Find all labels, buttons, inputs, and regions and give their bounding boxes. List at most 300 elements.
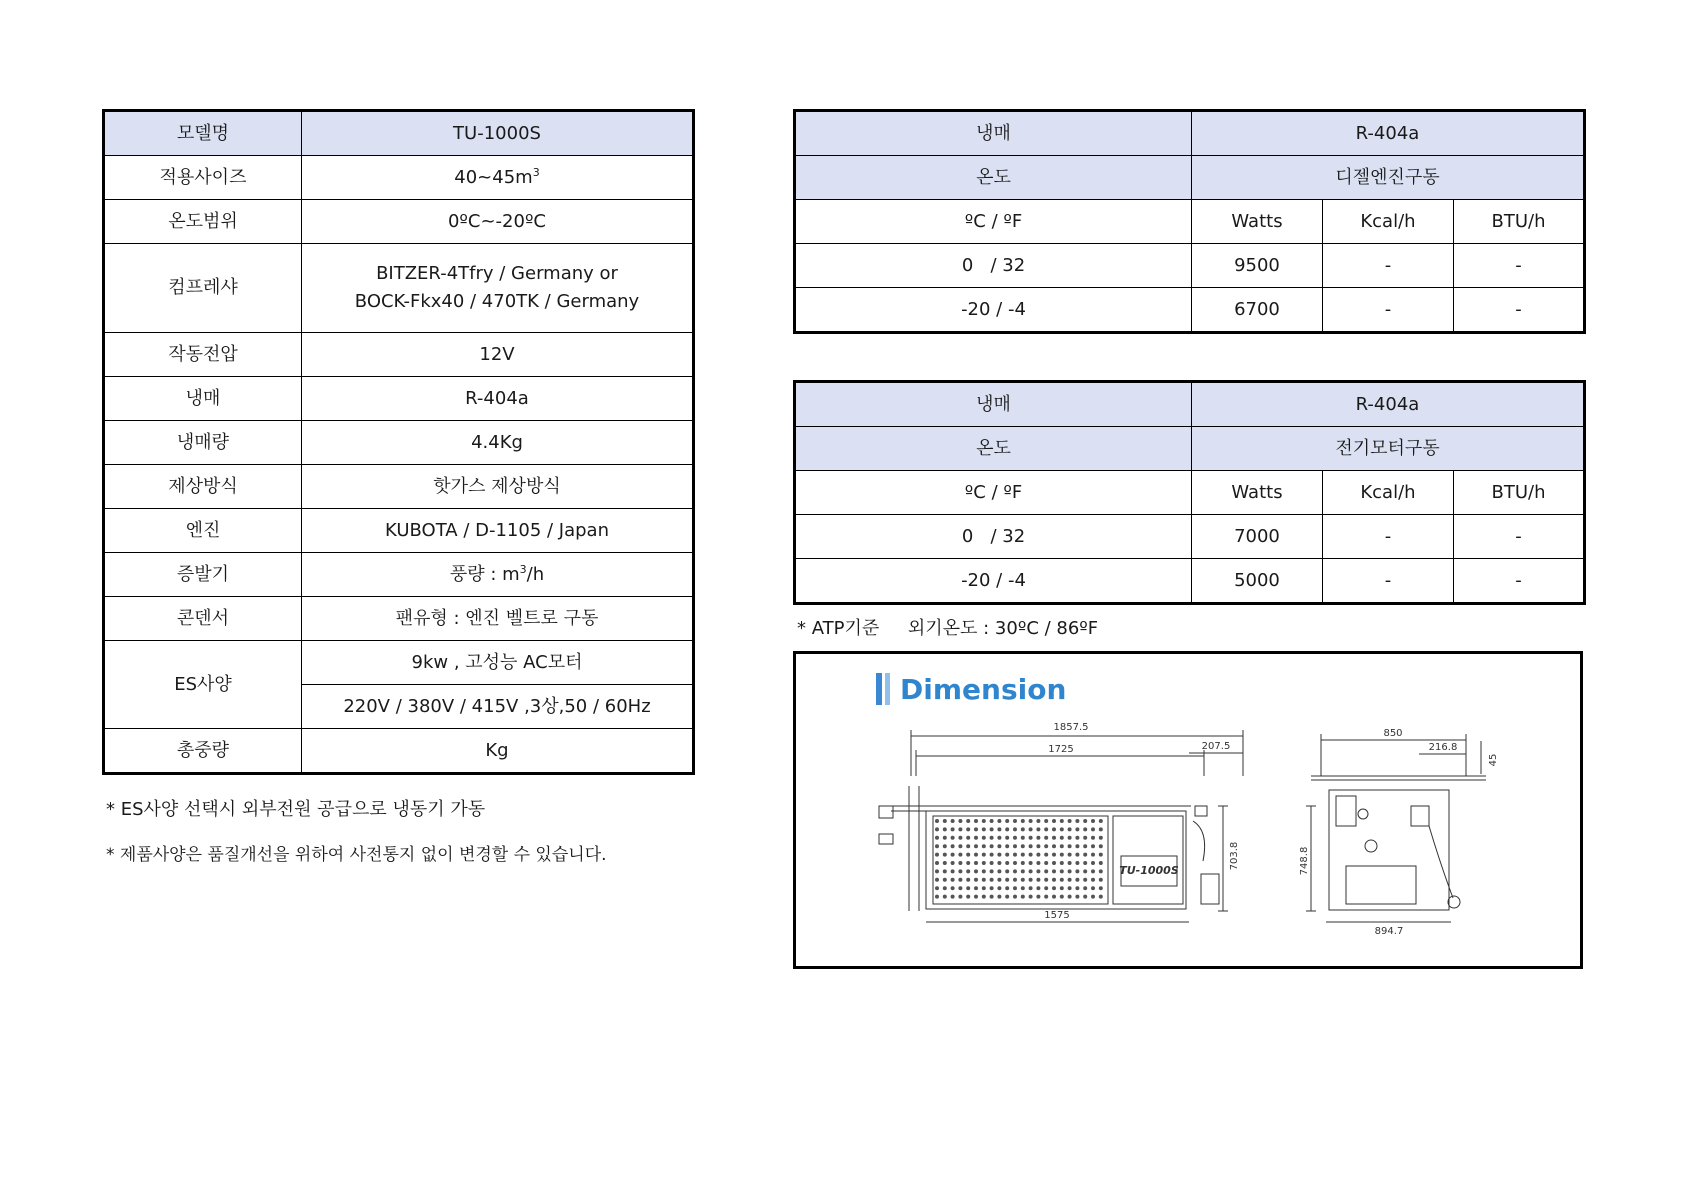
spec-label: 컴프레샤 [104,244,302,333]
coil-fin [1005,853,1009,857]
es-note: * ES사양 선택시 외부전원 공급으로 냉동기 가동 [106,799,486,820]
coil-fin [935,853,939,857]
coil-fin [1013,836,1017,840]
spec-label: 온도범위 [104,200,302,244]
col-header: BTU/h [1453,200,1584,244]
col-header: ºC / ºF [795,200,1192,244]
table-cell: 0 / 32 [795,244,1192,288]
coil-fin [1044,853,1048,857]
coil-fin [1068,869,1072,873]
coil-fin [997,827,1001,831]
spec-value: 0ºC~-20ºC [302,200,694,244]
coil-fin [1052,886,1056,890]
coil-fin [1036,836,1040,840]
coil-fin [1083,827,1087,831]
coil-fin [1052,869,1056,873]
coil-fin [966,895,970,899]
coil-fin [982,844,986,848]
coil-fin [974,886,978,890]
coil-fin [982,819,986,823]
coil-fin [974,819,978,823]
coil-fin [951,895,955,899]
coil-fin [943,869,947,873]
temp-label: 온도 [795,427,1192,471]
spec-value: BITZER-4Tfry / Germany or BOCK-Fkx40 / 470TK / Germany [302,244,694,333]
drive-mode: 전기모터구동 [1192,427,1585,471]
spec-label: 콘덴서 [104,597,302,641]
coil-fin [974,895,978,899]
coil-fin [974,869,978,873]
side-view-drawing [1301,716,1541,936]
coil-fin [1099,853,1103,857]
spec-value: 9kw , 고성능 AC모터 [302,641,694,685]
refrigerant-label: 냉매 [795,111,1192,156]
coil-fin [1036,853,1040,857]
coil-fin [1013,844,1017,848]
coil-fin [935,836,939,840]
coil-fin [1021,819,1025,823]
coil-fin [997,878,1001,882]
coil-fin [1060,869,1064,873]
coil-fin [943,819,947,823]
table-cell: - [1453,559,1584,604]
table-cell: -20 / -4 [795,559,1192,604]
coil-fin [1075,844,1079,848]
coil-fin [943,853,947,857]
coil-fin [966,819,970,823]
col-header: Kcal/h [1322,200,1453,244]
coil-fin [1036,886,1040,890]
coil-fin [990,878,994,882]
drive-mode: 디젤엔진구동 [1192,156,1585,200]
spec-label: 적용사이즈 [104,156,302,200]
coil-fin [990,836,994,840]
table-cell: 7000 [1192,515,1323,559]
coil-fin [974,861,978,865]
coil-fin [1068,895,1072,899]
coil-fin [1044,819,1048,823]
coil-fin [935,895,939,899]
coil-fin [1068,853,1072,857]
coil-fin [958,827,962,831]
spec-value: 220V / 380V / 415V ,3상,50 / 60Hz [302,685,694,729]
spec-label: 모델명 [104,111,302,156]
table-cell: 6700 [1192,288,1323,333]
coil-fin [1005,886,1009,890]
coil-fin [1075,886,1079,890]
spec-label: 작동전압 [104,333,302,377]
coil-fin [982,895,986,899]
dim-label: 850 [1383,728,1403,739]
coil-fin [1091,869,1095,873]
table-row [795,244,1585,288]
coil-fin [1013,895,1017,899]
coil-fin [997,861,1001,865]
coil-fin [1083,878,1087,882]
coil-fin [1068,836,1072,840]
spec-value: Kg [302,729,694,774]
coil-fin [1060,853,1064,857]
refrigerant-label: 냉매 [795,382,1192,427]
coil-fin [1021,895,1025,899]
coil-fin [1044,844,1048,848]
coil-fin [1029,878,1033,882]
spec-label: 냉매 [104,377,302,421]
col-header: ºC / ºF [795,471,1192,515]
atp-note: * ATP기준 외기온도 : 30ºC / 86ºF [797,618,1099,639]
coil-fin [1036,844,1040,848]
coil-fin [951,878,955,882]
coil-fin [982,878,986,882]
coil-fin [1029,827,1033,831]
coil-fin [990,886,994,890]
coil-fin [1091,853,1095,857]
coil-fin [966,827,970,831]
coil-fin [1075,861,1079,865]
coil-fin [943,878,947,882]
spec-value: KUBOTA / D-1105 / Japan [302,509,694,553]
coil-fin [1021,827,1025,831]
coil-fin [1099,827,1103,831]
coil-fin [982,827,986,831]
coil-fin [1083,819,1087,823]
spec-value: 4.4Kg [302,421,694,465]
coil-fin [966,844,970,848]
coil-fin [1044,861,1048,865]
coil-fin [958,895,962,899]
coil-fin [935,886,939,890]
coil-fin [1075,827,1079,831]
coil-fin [966,853,970,857]
coil-fin [943,827,947,831]
coil-fin [1029,844,1033,848]
spec-value: 12V [302,333,694,377]
coil-fin [1060,895,1064,899]
table-row [795,288,1585,333]
coil-fin [1036,819,1040,823]
coil-fin [990,853,994,857]
coil-fin [1044,869,1048,873]
coil-fin [1013,886,1017,890]
coil-fin [1052,878,1056,882]
coil-fin [990,844,994,848]
coil-fin [1021,869,1025,873]
coil-fin [1021,886,1025,890]
coil-fin [997,895,1001,899]
table-cell: 5000 [1192,559,1323,604]
coil-fin [966,836,970,840]
spec-label: 엔진 [104,509,302,553]
coil-fin [1044,895,1048,899]
coil-fin [1099,895,1103,899]
coil-fin [1029,869,1033,873]
coil-fin [1052,827,1056,831]
coil-fin [974,836,978,840]
coil-fin [1068,886,1072,890]
coil-fin [1083,861,1087,865]
coil-fin [958,861,962,865]
table-cell: -20 / -4 [795,288,1192,333]
coil-fin [982,886,986,890]
table-row [795,515,1585,559]
coil-fin [974,853,978,857]
table-cell: 9500 [1192,244,1323,288]
table-cell: - [1453,515,1584,559]
coil-fin [943,861,947,865]
coil-fin [1021,861,1025,865]
coil-fin [1013,819,1017,823]
dim-label: 1857.5 [1053,722,1089,733]
spec-value: 풍량 : $m^3/h$ [302,553,694,597]
coil-fin [1099,878,1103,882]
coil-fin [1044,836,1048,840]
col-header: Watts [1192,471,1323,515]
coil-fin [982,861,986,865]
coil-fin [1044,878,1048,882]
coil-fin [997,853,1001,857]
spec-value: TU-1000S [302,111,694,156]
coil-fin [1029,836,1033,840]
coil-fin [1013,869,1017,873]
coil-fin [935,861,939,865]
coil-fin [1083,844,1087,848]
spec-value: R-404a [302,377,694,421]
spec-change-note: * 제품사양은 품질개선을 위하여 사전통지 없이 변경할 수 있습니다. [106,845,607,865]
title-bar-icon [876,673,882,705]
coil-fin [1021,878,1025,882]
coil-fin [1083,869,1087,873]
coil-fin [1005,844,1009,848]
coil-fin [966,869,970,873]
front-view-drawing [871,716,1281,936]
coil-fin [1099,844,1103,848]
spec-table [102,109,695,775]
coil-fin [1060,878,1064,882]
coil-fin [974,827,978,831]
coil-fin [997,836,1001,840]
coil-fin [1083,853,1087,857]
coil-fin [1060,844,1064,848]
table-cell: - [1453,244,1584,288]
coil-fin [997,886,1001,890]
coil-fin [1068,819,1072,823]
spec-label: 총중량 [104,729,302,774]
coil-fin [1013,853,1017,857]
coil-fin [990,819,994,823]
coil-fin [958,844,962,848]
coil-fin [1052,853,1056,857]
coil-fin [951,853,955,857]
coil-fin [1021,853,1025,857]
coil-fin [1060,819,1064,823]
coil-fin [1075,895,1079,899]
coil-fin [958,836,962,840]
coil-fin [966,861,970,865]
title-bar-icon [885,673,890,705]
coil-fin [1099,836,1103,840]
table-cell: - [1322,515,1453,559]
dim-label: 703.8 [1229,841,1240,871]
coil-fin [1052,836,1056,840]
col-header: BTU/h [1453,471,1584,515]
coil-fin [1099,819,1103,823]
dim-label: 1725 [1048,744,1074,755]
coil-fin [982,836,986,840]
table-cell: 0 / 32 [795,515,1192,559]
coil-fin [1005,827,1009,831]
coil-fin [943,836,947,840]
coil-fin [1029,861,1033,865]
dimension-box [793,651,1583,969]
coil-fin [1021,844,1025,848]
coil-fin [1021,836,1025,840]
coil-fin [1083,886,1087,890]
coil-fin [958,878,962,882]
coil-fin [943,895,947,899]
coil-fin [951,869,955,873]
coil-fin [958,853,962,857]
spec-label: 증발기 [104,553,302,597]
coil-fin [1005,895,1009,899]
coil-fin [1068,827,1072,831]
coil-fin [958,819,962,823]
spec-value: $40\sim 45m^3$ [302,156,694,200]
dimension-title: Dimension [876,671,1066,707]
coil-fin [974,844,978,848]
coil-fin [1036,861,1040,865]
dim-label: 894.7 [1374,926,1404,937]
coil-fin [1013,878,1017,882]
coil-fin [1091,861,1095,865]
coil-fin [935,869,939,873]
coil-fin [1029,886,1033,890]
coil-fin [1075,819,1079,823]
coil-fin [1091,836,1095,840]
coil-fin [1005,836,1009,840]
table-cell: - [1322,244,1453,288]
coil-fin [1091,878,1095,882]
coil-fin [958,886,962,890]
coil-fin [1091,886,1095,890]
temp-label: 온도 [795,156,1192,200]
coil-fin [1075,836,1079,840]
coil-fin [1068,844,1072,848]
coil-fin [1060,861,1064,865]
coil-fin [1029,853,1033,857]
dim-label: 45 [1488,753,1499,767]
dim-label: 207.5 [1201,741,1231,752]
coil-fin [1029,895,1033,899]
spec-label: ES사양 [104,641,302,729]
coil-fin [1099,886,1103,890]
coil-fin [1029,819,1033,823]
coil-fin [951,861,955,865]
coil-fin [951,886,955,890]
coil-fin [951,836,955,840]
coil-fin [1091,844,1095,848]
dim-label: 1575 [1044,910,1070,921]
coil-fin [951,819,955,823]
engine-capacity-table [793,109,1586,334]
table-row [795,559,1585,604]
coil-fin [1005,878,1009,882]
coil-fin [1036,878,1040,882]
coil-fin [951,827,955,831]
coil-fin [966,886,970,890]
coil-fin [1052,844,1056,848]
coil-fin [990,869,994,873]
coil-fin [951,844,955,848]
refrigerant-value: R-404a [1192,382,1585,427]
coil-fin [1036,827,1040,831]
dim-label: 216.8 [1428,742,1458,753]
coil-fin [1099,869,1103,873]
col-header: Kcal/h [1322,471,1453,515]
spec-label: 냉매량 [104,421,302,465]
coil-fin [1075,853,1079,857]
coil-fin [1005,861,1009,865]
coil-fin [1068,861,1072,865]
coil-fin [990,895,994,899]
coil-fin [1075,878,1079,882]
coil-fin [1036,869,1040,873]
refrigerant-value: R-404a [1192,111,1585,156]
coil-fin [1013,827,1017,831]
coil-fin [990,827,994,831]
coil-fin [1091,895,1095,899]
coil-fin [1005,869,1009,873]
coil-fin [1060,886,1064,890]
coil-fin [1044,827,1048,831]
coil-fin [1091,827,1095,831]
coil-fin [1013,861,1017,865]
table-cell: - [1322,288,1453,333]
coil-fin [997,844,1001,848]
coil-fin [982,853,986,857]
coil-fin [966,878,970,882]
coil-fin [997,819,1001,823]
coil-fin [974,878,978,882]
coil-fin [935,844,939,848]
spec-value: 팬유형 : 엔진 벨트로 구동 [302,597,694,641]
coil-fin [1075,869,1079,873]
coil-fin [1099,861,1103,865]
coil-fin [1052,895,1056,899]
coil-fin [1083,895,1087,899]
model-plate-label: TU-1000S [1119,864,1179,877]
coil-fin [982,869,986,873]
coil-fin [935,827,939,831]
coil-fin [935,819,939,823]
coil-fin [1060,827,1064,831]
coil-fin [1044,886,1048,890]
coil-fin [1052,819,1056,823]
coil-fin [1005,819,1009,823]
coil-fin [1052,861,1056,865]
coil-fin [1060,836,1064,840]
coil-fin [1083,836,1087,840]
coil-fin [935,878,939,882]
coil-fin [1091,819,1095,823]
coil-fin [958,869,962,873]
spec-value: 핫가스 제상방식 [302,465,694,509]
motor-capacity-table [793,380,1586,605]
coil-fin [943,886,947,890]
dim-label: 748.8 [1299,846,1310,876]
coil-fin [1068,878,1072,882]
coil-fin [1036,895,1040,899]
coil-fin [990,861,994,865]
